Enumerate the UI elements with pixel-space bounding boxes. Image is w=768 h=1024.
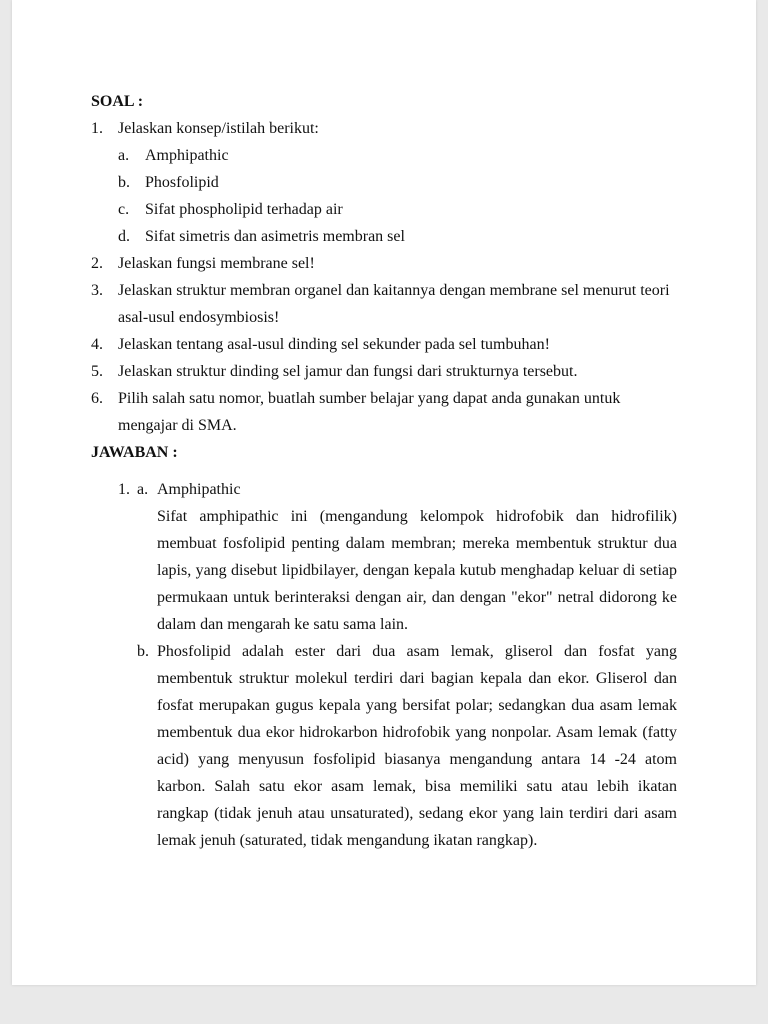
question-text: Pilih salah satu nomor, buatlah sumber belajar yang dapat anda gunakan untuk mengajar di SMA.	[118, 390, 621, 434]
answers-section	[91, 476, 677, 854]
question-item-1	[91, 115, 677, 142]
subquestion-letter: d.	[118, 228, 130, 245]
subquestion-text: Phosfolipid	[145, 174, 219, 191]
document-page	[12, 0, 756, 985]
question-text: Jelaskan struktur membran organel dan kaitannya dengan membrane sel menurut teori asal-usul endosymbiosis!	[118, 282, 670, 326]
jawaban-heading: JAWABAN :	[91, 444, 178, 461]
question-item-6	[91, 385, 677, 439]
question-number: 3.	[91, 282, 103, 299]
answer-paragraph: Sifat amphipathic ini (mengandung kelompok hidrofobik dan hidrofilik) membuat fosfolipid penting dalam membran; mereka membentuk struktur dua lapis, yang disebut lipidbilayer, dengan kepala kutub menghadap keluar di setiap permukaan untuk berinteraksi dengan air, dan dengan "ekor" netral didorong ke dalam dan mengarah ke satu sama lain.	[157, 508, 677, 633]
subquestion-item-d	[118, 223, 677, 250]
question-item-2	[91, 250, 677, 277]
page-content	[12, 0, 756, 854]
question-text: Jelaskan fungsi membrane sel!	[118, 255, 315, 272]
subquestion-item-b	[118, 169, 677, 196]
answer-letter: b.	[137, 643, 149, 660]
question-item-3	[91, 277, 677, 331]
question-text: Jelaskan struktur dinding sel jamur dan fungsi dari strukturnya tersebut.	[118, 363, 578, 380]
subquestion-letter: b.	[118, 174, 130, 191]
subquestion-item-a	[118, 142, 677, 169]
subquestion-letter: c.	[118, 201, 130, 218]
question-number: 1.	[91, 120, 103, 137]
answer-number: 1.	[118, 481, 130, 498]
answer-item-1b	[118, 638, 677, 854]
answer-letter: a.	[137, 481, 149, 498]
answer-content	[157, 476, 677, 638]
question-number: 6.	[91, 390, 103, 407]
question-number: 2.	[91, 255, 103, 272]
answer-number	[118, 638, 137, 854]
subquestion-text: Sifat phospholipid terhadap air	[145, 201, 343, 218]
subquestion-text: Sifat simetris dan asimetris membran sel	[145, 228, 405, 245]
subquestion-text: Amphipathic	[145, 147, 229, 164]
subquestion-letter: a.	[118, 147, 130, 164]
question-item-5	[91, 358, 677, 385]
answer-content	[157, 638, 677, 854]
question-text: Jelaskan tentang asal-usul dinding sel sekunder pada sel tumbuhan!	[118, 336, 550, 353]
answer-paragraph: Phosfolipid adalah ester dari dua asam lemak, gliserol dan fosfat yang membentuk struktur molekul terdiri dari bagian kepala dan ekor. Gliserol dan fosfat merupakan gugus kepala yang bersifat polar; sedangkan dua asam lemak membentuk dua ekor hidrokarbon hidrofobik yang nonpolar. Asam lemak (fatty acid) yang menyusun fosfolipid biasanya mengandung antara 14 -24 atom karbon. Salah satu ekor asam lemak, bisa memiliki satu atau lebih ikatan rangkap (tidak jenuh atau unsaturated), sedang ekor yang lain terdiri dari asam lemak jenuh (saturated, tidak mengandung ikatan rangkap).	[157, 643, 677, 849]
answer-title: Amphipathic	[157, 481, 241, 498]
soal-heading: SOAL :	[91, 93, 144, 110]
question-number: 4.	[91, 336, 103, 353]
question-text: Jelaskan konsep/istilah berikut:	[118, 120, 319, 137]
subquestion-item-c	[118, 196, 677, 223]
question-item-4	[91, 331, 677, 358]
answer-item-1a	[118, 476, 677, 638]
question-number: 5.	[91, 363, 103, 380]
